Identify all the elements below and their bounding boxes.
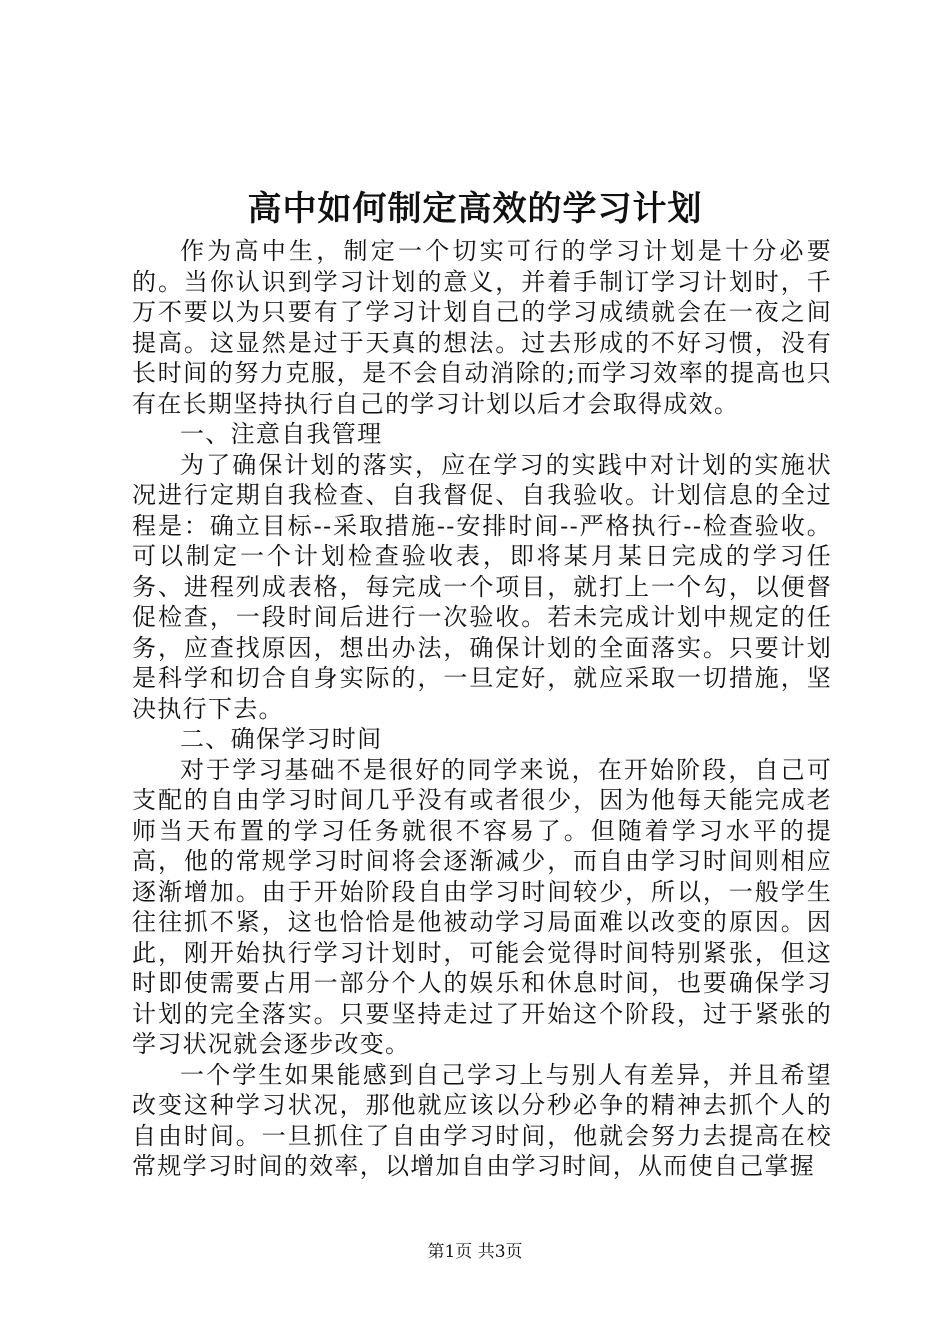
page-footer: 第1页 共3页 [427, 1242, 523, 1262]
paragraph-study-time: 对于学习基础不是很好的同学来说，在开始阶段，自己可支配的自由学习时间几乎没有或者很少，因为他每天能完成老师当天布置的学习任务就很不容易了。但随着学习水平的提高，他的常规学习时间将会逐渐减少，而自由学习时间则相应逐渐增加。由于开始阶段自由学习时间较少，所以，一般学生往往抓不紧，这也恰恰是他被动学习局面难以改变的原因。因此，刚开始执行学习计划时，可能会觉得时间特别紧张，但这时即使需要占用一部分个人的娱乐和休息时间，也要确保学习计划的完全落实。只要坚持走过了开始这个阶段，过于紧张的学习状况就会逐步改变。 [132, 755, 832, 1058]
paragraph-self-management: 为了确保计划的落实，应在学习的实践中对计划的实施状况进行定期自我检查、自我督促、自我验收。计划信息的全过程是：确立目标--采取措施--安排时间--严格执行--检查验收。可以制定一个计划检查验收表，即将某月某日完成的学习任务、进程列成表格，每完成一个项目，就打上一个勾，以便督促检查，一段时间后进行一次验收。若未完成计划中规定的任务，应查找原因，想出办法，确保计划的全面落实。只要计划是科学和切合自身实际的，一旦定好，就应采取一切措施，坚决执行下去。 [132, 450, 832, 723]
paragraph-intro: 作为高中生，制定一个切实可行的学习计划是十分必要的。当你认识到学习计划的意义，并着手制订学习计划时，千万不要以为只要有了学习计划自己的学习成绩就会在一夜之间提高。这显然是过于天真的想法。过去形成的不好习惯，没有长时间的努力克服，是不会自动消除的;而学习效率的提高也只有在长期坚持执行自己的学习计划以后才会取得成效。 [132, 237, 832, 418]
document-body [132, 236, 832, 1182]
paragraph-free-time: 一个学生如果能感到自己学习上与别人有差异，并且希望改变这种学习状况，那他就应该以分秒必争的精神去抓个人的自由时间。一旦抓住了自由学习时间，他就会努力去提高在校常规学习时间的效率，以增加自由学习时间，从而使自己掌握 [132, 1060, 832, 1180]
section-heading-study-time: 二、确保学习时间 [180, 725, 383, 753]
page-title: 高中如何制定高效的学习计划 [247, 189, 703, 229]
section-heading-self-management: 一、注意自我管理 [180, 420, 383, 448]
